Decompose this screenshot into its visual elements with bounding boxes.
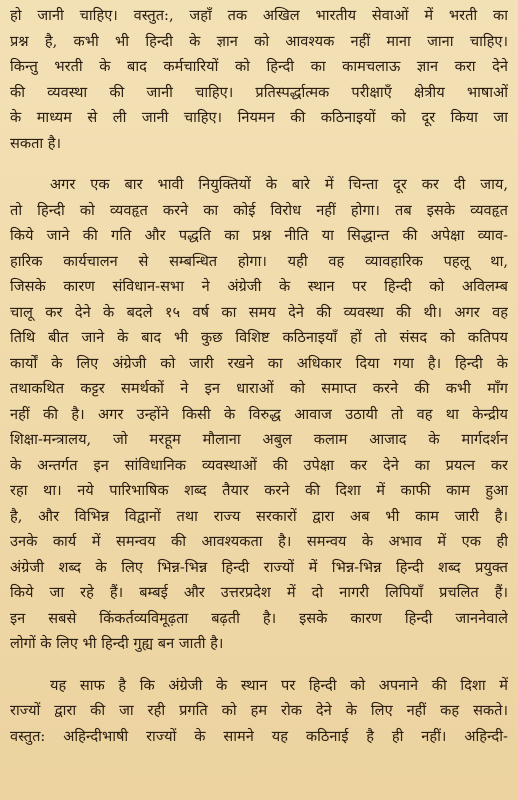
paragraph-2 [10,172,508,657]
text-line: किन्तु भरती के बाद कर्मचारियों को हिन्दी का कामचलाऊ ज्ञान करा देने [10,58,508,75]
text-line: हारिक कार्यचालन से सम्बन्धित होगा। यही वह व्यावहारिक पहलू था, [10,252,508,270]
text-line: नहीं की है। अगर उन्होंने किसी के विरुद्ध आवाज उठायी तो वह था केन्द्रीय [10,405,508,423]
text-line: सकता है। [10,134,62,152]
text-line: कार्यों के लिए अंग्रेजी को जारी रखने का अधिकार दिया गया है। हिन्दी के [10,354,508,372]
paragraph-3 [10,673,508,750]
text-line: तिथि बीत जाने के बाद भी कुछ विशिष्ट कठिनाइयाँ हों तो संसद को कतिपय [10,329,508,346]
paragraph-1 [10,3,508,156]
text-line: किये जा रहे हैं। बम्बई और उत्तरप्रदेश में दो नागरी लिपियाँ प्रचलित हैं। [10,584,508,601]
text-line: अगर एक बार भावी नियुक्तियों के बारे में चिन्ता दूर कर दी जाय, [50,176,508,193]
text-line: के अन्तर्गत इन सांविधानिक व्यवस्थाओं की उपेक्षा कर देने का प्रयत्न कर [10,456,508,474]
text-line: की व्यवस्था की जानी चाहिए। प्रतिस्पर्द्धात्मक परीक्षाएँ क्षेत्रीय भाषाओं [10,83,508,101]
text-line: तथाकथित कट्टर समर्थकों ने इन धाराओं को समाप्त करने की कभी माँग [10,380,508,397]
text-line: वस्तुत: अहिन्दीभाषी राज्यों के सामने यह कठिनाई है ही नहीं। अहिन्दी- [10,727,508,745]
text-line: जिसके कारण संविधान-सभा ने अंग्रेजी के स्थान पर हिन्दी को अविलम्ब [10,278,508,295]
text-line: इन सबसे किंकर्तव्यविमूढ़ता बढ़ती है। इसके कारण हिन्दी जाननेवाले [10,609,508,627]
text-line: चालू कर देने के बदले १५ वर्ष का समय देने की व्यवस्था की थी। अगर वह [10,303,508,321]
text-line: राज्यों द्वारा की जा रही प्रगति को हम रोक देने के लिए नहीं कह सकते। [10,702,508,719]
text-line: उनके कार्य में समन्वय की आवश्यकता है। समन्वय के अभाव में एक ही [10,533,508,550]
text-line: अंग्रेजी शब्द के लिए भिन्न-भिन्न हिन्दी राज्यों में भिन्न-भिन्न हिन्दी शब्द प्रयुक्त [10,558,508,576]
text-line: लोगों के लिए भी हिन्दी गुह्य बन जाती है। [10,635,224,652]
text-line: शिक्षा-मन्त्रालय, जो मरहूम मौलाना अबुल कलाम आजाद के मार्गदर्शन [10,431,508,448]
text-line: किये जाने की गति और पद्धति का प्रश्न नीति या सिद्धान्त की अपेक्षा व्याव- [10,227,508,244]
text-line: तो हिन्दी को व्यवहृत करने का कोई विरोध नहीं होगा। तब इसके व्यवहृत [10,201,508,219]
text-line: हो जानी चाहिए। वस्तुत:, जहाँ तक अखिल भारतीय सेवाओं में भरती का [10,7,508,24]
text-line: के माध्यम से ली जानी चाहिए। नियमन की कठिनाइयों को दूर किया जा [10,109,508,126]
text-line: रहा था। नये पारिभाषिक शब्द तैयार करने की दिशा में काफी काम हुआ [10,482,508,499]
text-line: है, और विभिन्न विद्वानों तथा राज्य सरकारों द्वारा अब भी काम जारी है। [10,507,508,525]
text-line: प्रश्न है, कभी भी हिन्दी के ज्ञान को आवश्यक नहीं माना जाना चाहिए। [10,32,508,50]
text-line: यह साफ है कि अंग्रेजी के स्थान पर हिन्दी को अपनाने की दिशा में [50,676,508,694]
